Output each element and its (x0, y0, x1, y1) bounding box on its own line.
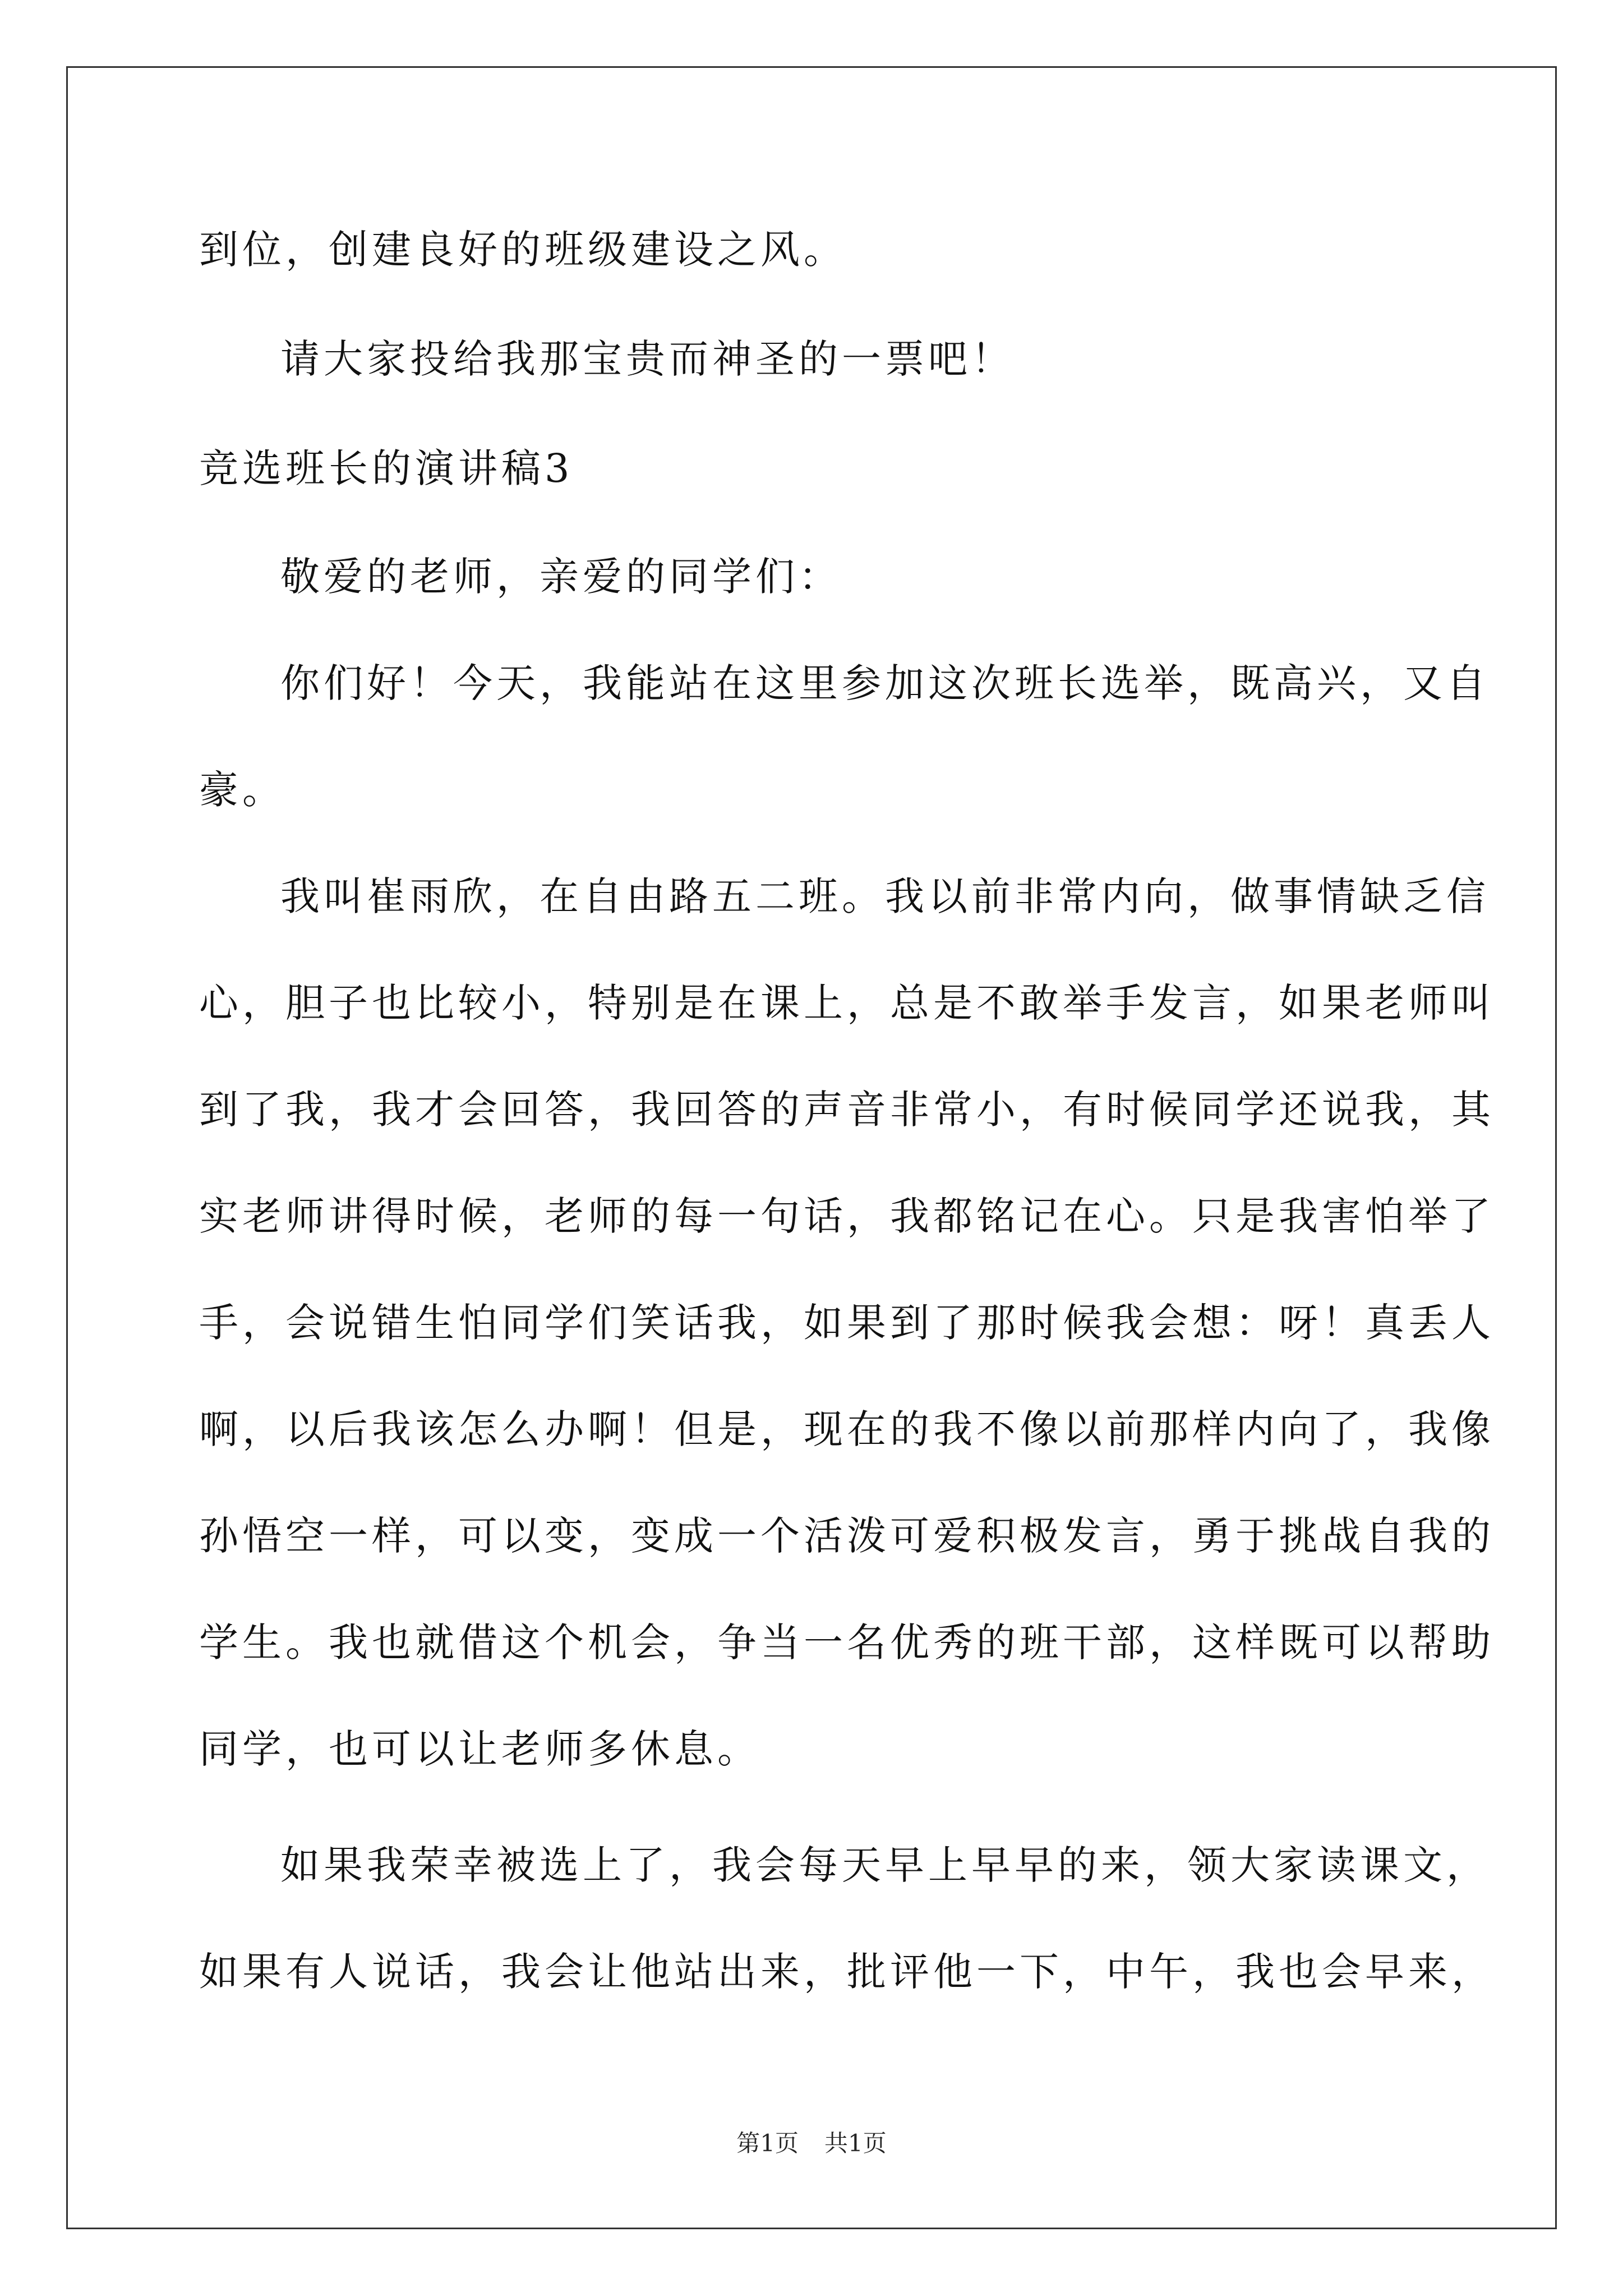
paragraph-line: 到了我，我才会回答，我回答的声音非常小，有时候同学还说我，其 (199, 1087, 1495, 1133)
paragraph-line: 学生。我也就借这个机会，争当一名优秀的班干部，这样既可以帮助 (199, 1619, 1495, 1665)
paragraph-line: 孙悟空一样，可以变，变成一个活泼可爱积极发言，勇于挑战自我的 (199, 1513, 1495, 1559)
paragraph-line: 我叫崔雨欣，在自由路五二班。我以前非常内向，做事情缺乏信 (280, 873, 1490, 919)
paragraph-line: 啊，以后我该怎么办啊！但是，现在的我不像以前那样内向了，我像 (199, 1406, 1495, 1452)
paragraph-line: 请大家投给我那宝贵而神圣的一票吧！ (280, 336, 1015, 382)
paragraph-line: 同学，也可以让老师多休息。 (199, 1726, 760, 1772)
paragraph-line: 如果我荣幸被选上了，我会每天早上早早的来，领大家读课文， (280, 1842, 1490, 1888)
page-number: 第1页 (736, 2129, 799, 2157)
salutation-line: 敬爱的老师，亲爱的同学们： (280, 554, 842, 600)
paragraph-line: 到位，创建良好的班级建设之风。 (199, 227, 847, 273)
paragraph-line: 实老师讲得时候，老师的每一句话，我都铭记在心。只是我害怕举了 (199, 1193, 1495, 1239)
page-total: 共1页 (824, 2129, 887, 2157)
paragraph-line: 你们好！今天，我能站在这里参加这次班长选举，既高兴，又自 (280, 660, 1490, 706)
paragraph-line: 心，胆子也比较小，特别是在课上，总是不敢举手发言，如果老师叫 (199, 980, 1495, 1026)
paragraph-line: 豪。 (199, 767, 285, 813)
section-heading: 竞选班长的演讲稿3 (199, 445, 574, 491)
page-footer (0, 2129, 1623, 2157)
page-frame (66, 66, 1557, 2229)
paragraph-line: 手，会说错生怕同学们笑话我，如果到了那时候我会想：呀！真丢人 (199, 1300, 1495, 1346)
paragraph-line: 如果有人说话，我会让他站出来，批评他一下，中午，我也会早来， (199, 1949, 1495, 1995)
